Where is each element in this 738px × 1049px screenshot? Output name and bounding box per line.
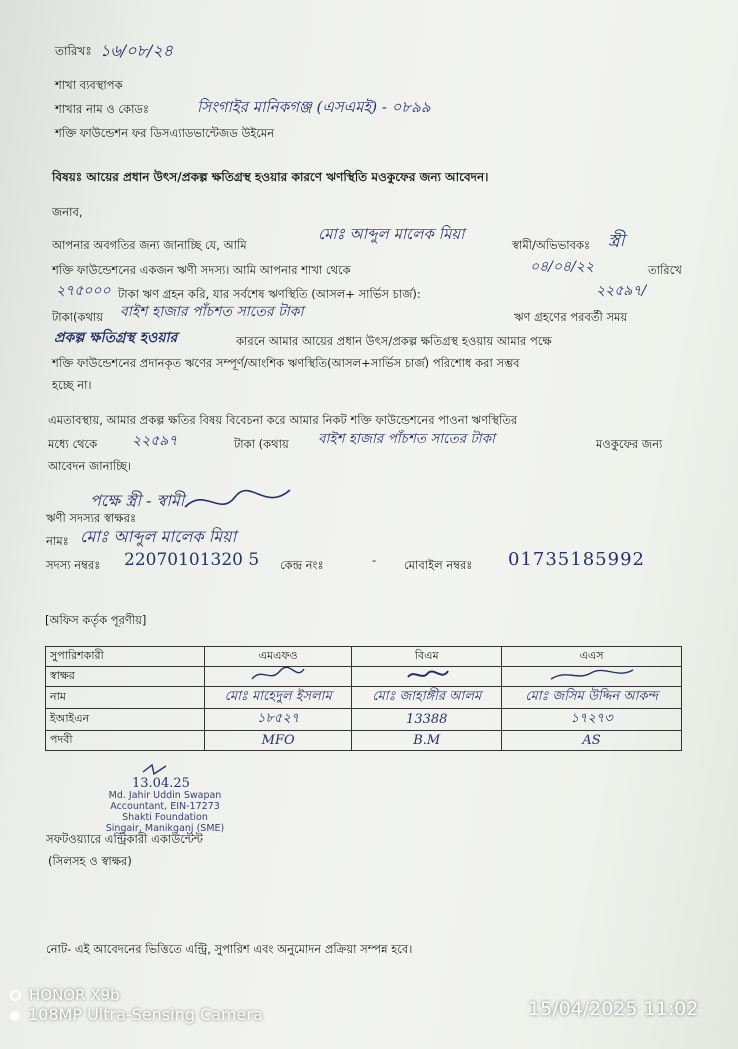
cause-handwritten: প্রকল্প ক্ষতিগ্রস্থ হওয়ার	[54, 330, 178, 346]
table-header-cell: এমএফও	[205, 647, 352, 667]
seal-line-name: Md. Jahir Uddin Swapan	[108, 790, 222, 801]
date-label: তারিখঃ	[55, 44, 92, 58]
branch-label: শাখার নাম ও কোডঃ	[55, 102, 150, 116]
table-row-label: ইআইএন	[46, 709, 205, 731]
table-row-label: স্বাক্ষর	[46, 667, 205, 687]
camera-model-label	[10, 1005, 263, 1024]
table-row	[46, 687, 682, 709]
table-row	[46, 709, 682, 731]
ring-dot-icon	[10, 990, 21, 1001]
table-row	[46, 647, 682, 667]
table-cell: MFO	[205, 731, 352, 751]
balance-words-handwritten: বাইশ হাজার পাঁচশত সাতের টাকা	[120, 304, 304, 320]
table-cell: মোঃ জসিম উদ্দিন আকন্দ	[502, 687, 682, 709]
para2-line2b: টাকা (কথায়	[234, 437, 289, 451]
branch-value: সিংগাইর মানিকগঞ্জ (এসএমই) - ০৮৯৯	[197, 98, 431, 116]
para2-line1: এমতাবস্থায়, আমার প্রকল্প ক্ষতির বিষয় বিবেচনা করে আমার নিকট শক্তি ফাউন্ডেশনের পাওনা ঋণস্থিতির	[48, 413, 518, 427]
signature-mark	[248, 667, 308, 683]
table-cell: মোঃ জাহাঙ্গীর আলম	[352, 687, 502, 709]
mobile-label: মোবাইল নম্বরঃ	[404, 558, 473, 572]
loan-date-handwritten: ০৪/০৪/২২	[530, 259, 595, 275]
software-entry-label: সফটওয়্যারে এন্ট্রিকারী একাউন্টেন্ট	[46, 832, 203, 846]
subject-line: বিষয়ঃ আয়ের প্রধান উৎস/প্রকল্প ক্ষতিগ্রস্থ হওয়ার কারণে ঋণস্থিতি মওকুফের জন্য আবেদন।	[52, 170, 489, 184]
signature-mark	[402, 667, 452, 683]
recipient-line: শাখা ব্যবস্থাপক	[55, 78, 123, 92]
guardian-handwritten: স্ত্রী	[608, 231, 625, 251]
balance-handwritten: ২২৫৯৭/	[596, 283, 647, 299]
seal-line-org: Shakti Foundation	[122, 812, 208, 823]
loan-amount-handwritten: ২৭৫০০০	[56, 283, 111, 299]
member-sign-label: ঋণী সদস্যর স্বাক্ষরঃ	[46, 511, 137, 525]
para1-line2b: তারিখে	[648, 263, 682, 277]
para1-line1a: আপনার অবগতির জন্য জানাচ্ছি যে, আমি	[52, 238, 247, 252]
table-header-cell: সুপারিশকারী	[46, 647, 205, 667]
camera-name: 108MP Ultra-Sensing Camera	[28, 1005, 263, 1024]
para1-line3a: টাকা ঋণ গ্রহন করি, যার সর্বশেষ ঋণস্থিতি (আসল+ সার্ভিস চার্জ):	[118, 287, 421, 301]
table-cell: B.M	[352, 731, 502, 751]
accountant-seal	[90, 790, 240, 834]
para1-line6: শক্তি ফাউন্ডেশনের প্রদানকৃত ঋণের সম্পূর্ণ/আংশিক ঋণস্থিতি(আসল+সার্ভিস চার্জ) পরিশোধ করা সম্ভব	[52, 356, 520, 370]
signature-cell	[502, 667, 682, 687]
para2-line2a: মধ্যে থেকে	[48, 437, 98, 451]
stamp-date-handwritten: 13.04.25	[132, 776, 190, 791]
member-signature-handwritten: পক্ষে স্ত্রী - স্বামী	[90, 491, 185, 510]
para2-line3: আবেদন জানাচ্ছি।	[48, 459, 132, 473]
table-row	[46, 667, 682, 687]
center-value: -	[372, 553, 377, 567]
table-header-cell: এএস	[502, 647, 682, 667]
member-no-value: 22070101320 5	[124, 550, 260, 570]
office-caption: [অফিস কর্তৃক পূরণীয়]	[45, 613, 147, 627]
table-row	[46, 731, 682, 751]
signature-cell	[352, 667, 502, 687]
table-cell: AS	[502, 731, 682, 751]
office-table	[45, 646, 682, 751]
member-no-label: সদস্য নম্বরঃ	[46, 558, 101, 572]
salutation: জনাব,	[52, 205, 83, 219]
table-header-cell: বিএম	[352, 647, 502, 667]
waive-amount-handwritten: ২২৫৯৭	[132, 433, 178, 449]
para1-line4b: ঋণ গ্রহণের পরবর্তী সময়	[514, 310, 628, 324]
table-cell: 13388	[352, 709, 502, 731]
organization-line: শক্তি ফাউন্ডেশন ফর ডিসএ্যাডভান্টেজড উইমেন	[55, 126, 275, 140]
member-signature-mark	[180, 482, 300, 522]
member-name-handwritten: মোঃ আব্দুল মালেক মিয়া	[318, 225, 465, 243]
device-name: HONOR X9b	[29, 986, 120, 1004]
camera-timestamp: 15/04/2025 11:02	[528, 998, 699, 1020]
para1-line5a: কারনে আমার আয়ের প্রধান উৎস/প্রকল্প ক্ষতিগ্রস্থ হওয়ায় আমার পক্ষে	[236, 334, 552, 348]
date-value: ১৬/০৮/২৪	[100, 41, 174, 60]
signature-mark	[547, 667, 637, 683]
para1-line2a: শক্তি ফাউন্ডেশনের একজন ঋণী সদস্য। আমি আপনার শাখা থেকে	[52, 263, 351, 277]
seal-line-branch: Singair, Manikganj (SME)	[105, 823, 225, 834]
member-name-value: মোঃ আব্দুল মালেক মিয়া	[80, 527, 237, 546]
table-row-label: নাম	[46, 687, 205, 709]
para2-line2c: মওকুফের জন্য	[596, 437, 663, 451]
signature-cell	[205, 667, 352, 687]
table-row-label: পদবী	[46, 731, 205, 751]
camera-device-label	[10, 986, 120, 1004]
member-name-label: নামঃ	[46, 534, 69, 548]
software-entry-sub: (সিলসহ ও স্বাক্ষর)	[48, 854, 132, 868]
seal-line-title: Accountant, EIN-17273	[110, 801, 220, 812]
table-cell: মোঃ মাহেদুল ইসলাম	[205, 687, 352, 709]
table-cell: ১৮৫২৭	[205, 709, 352, 731]
table-cell: ১৭২৭৩	[502, 709, 682, 731]
note-line: নোট- এই আবেদনের ভিত্তিতে এন্ট্রি, সুপারিশ এবং অনুমোদন প্রক্রিয়া সম্পন্ন হবে।	[46, 942, 413, 956]
mobile-value: 01735185992	[508, 549, 645, 570]
waive-words-handwritten: বাইশ হাজার পাঁচশত সাতের টাকা	[318, 431, 495, 447]
para1-line1b: স্বামী/অভিভাবকঃ	[512, 238, 591, 252]
para1-line4a: টাকা(কথায়	[52, 310, 104, 324]
center-label: কেন্দ্র নংঃ	[280, 558, 324, 572]
para1-line7: হচ্ছে না।	[52, 378, 92, 392]
solid-dot-icon	[10, 1011, 20, 1021]
